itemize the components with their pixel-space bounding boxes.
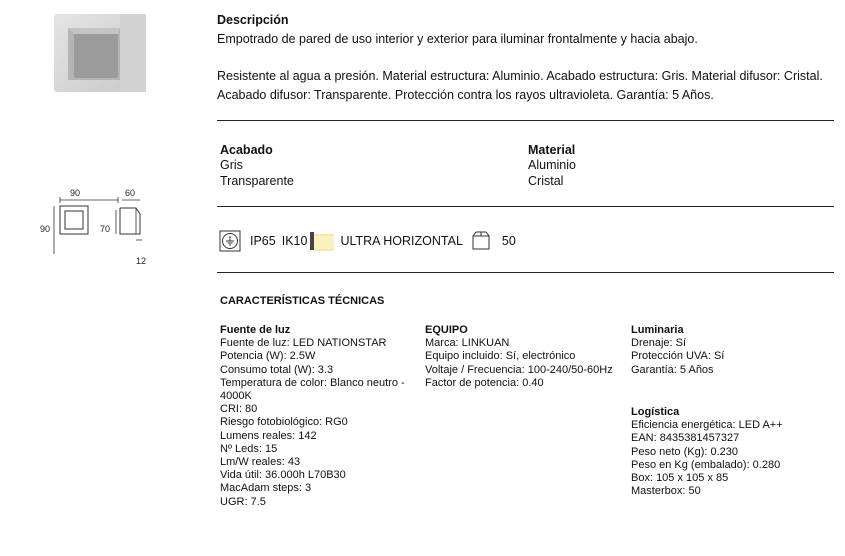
spec-line: Protección UVA: Sí	[631, 350, 725, 363]
features-row	[219, 230, 516, 252]
beam-light-icon	[310, 230, 336, 252]
acabado-heading: Acabado	[220, 143, 273, 157]
ik-rating: IK10	[281, 233, 308, 248]
product-image	[40, 8, 160, 96]
spec-line: Masterbox: 50	[631, 485, 701, 498]
acabado-value: Gris	[220, 158, 243, 172]
spec-line: Marca: LINKUAN	[425, 337, 510, 350]
descripcion-line-1: Empotrado de pared de uso interior y exterior para iluminar frontalmente y hacia abajo.	[217, 32, 698, 46]
fuente-column	[220, 324, 420, 509]
spec-line: Drenaje: Sí	[631, 337, 687, 350]
spec-line: Lm/W reales: 43	[220, 456, 301, 469]
acabado-block	[220, 142, 294, 190]
material-value: Aluminio	[528, 158, 576, 172]
fuente-heading: Fuente de luz	[220, 324, 291, 336]
divider	[217, 120, 834, 121]
spec-line: Fuente de luz: LED NATIONSTAR	[220, 337, 387, 350]
luminaria-column	[631, 324, 836, 377]
equipo-heading: EQUIPO	[425, 324, 468, 336]
equipo-column	[425, 324, 630, 390]
spec-line: UGR: 7.5	[220, 495, 266, 508]
dim-side-depth: 12	[136, 256, 147, 266]
box-quantity: 50	[501, 233, 516, 248]
logistica-heading: Logística	[631, 406, 680, 418]
spec-line: Nº Leds: 15	[220, 442, 278, 455]
divider	[217, 206, 834, 207]
spec-line: Consumo total (W): 3.3	[220, 363, 334, 376]
beam-type: ULTRA HORIZONTAL	[340, 233, 463, 248]
caracteristicas-heading: CARACTERÍSTICAS TÉCNICAS	[220, 295, 385, 307]
spec-line: EAN: 8435381457327	[631, 432, 740, 445]
descripcion-line-2: Resistente al agua a presión. Material estructura: Aluminio. Acabado estructura: Gris. Material difusor: Cristal.	[217, 69, 823, 83]
dim-front-height: 90	[40, 224, 51, 234]
dim-front-width: 90	[70, 188, 81, 198]
spec-line: Box: 105 x 105 x 85	[631, 472, 729, 485]
ip-rating: IP65	[250, 233, 276, 248]
spec-line: Vida útil: 36.000h L70B30	[220, 469, 346, 482]
spec-line: Factor de potencia: 0.40	[425, 376, 544, 389]
dimension-drawing	[30, 188, 160, 268]
spec-line: 4000K	[220, 390, 252, 403]
descripcion-line-3: Acabado difusor: Transparente. Protección contra los rayos ultravioleta. Garantía: 5 Años.	[217, 88, 714, 102]
spec-line: Temperatura de color: Blanco neutro -	[220, 376, 405, 389]
spec-line: MacAdam steps: 3	[220, 482, 312, 495]
spec-line: Peso neto (Kg): 0.230	[631, 445, 739, 458]
logistica-column	[631, 406, 836, 498]
spec-line: CRI: 80	[220, 403, 258, 416]
material-value: Cristal	[528, 174, 564, 188]
spec-line: Equipo incluido: Sí, electrónico	[425, 350, 576, 363]
spec-line: Potencia (W): 2.5W	[220, 350, 316, 363]
box-icon	[471, 231, 491, 251]
acabado-value: Transparente	[220, 174, 294, 188]
dim-side-height: 70	[100, 224, 111, 234]
divider	[217, 272, 834, 273]
spec-line: Lumens reales: 142	[220, 429, 317, 442]
luminaria-heading: Luminaria	[631, 324, 684, 336]
material-block	[528, 142, 576, 190]
spec-line: Voltaje / Frecuencia: 100-240/50-60Hz	[425, 363, 613, 376]
ground-protection-icon	[219, 230, 241, 252]
spec-line: Garantía: 5 Años	[631, 363, 714, 376]
material-heading: Material	[528, 143, 576, 157]
spec-line: Peso en Kg (embalado): 0.280	[631, 458, 781, 471]
descripcion-heading: Descripción	[217, 13, 289, 27]
spec-line: Riesgo fotobiológico: RG0	[220, 416, 348, 429]
dim-side-width: 60	[125, 188, 136, 198]
spec-line: Eficiencia energética: LED A++	[631, 419, 783, 432]
